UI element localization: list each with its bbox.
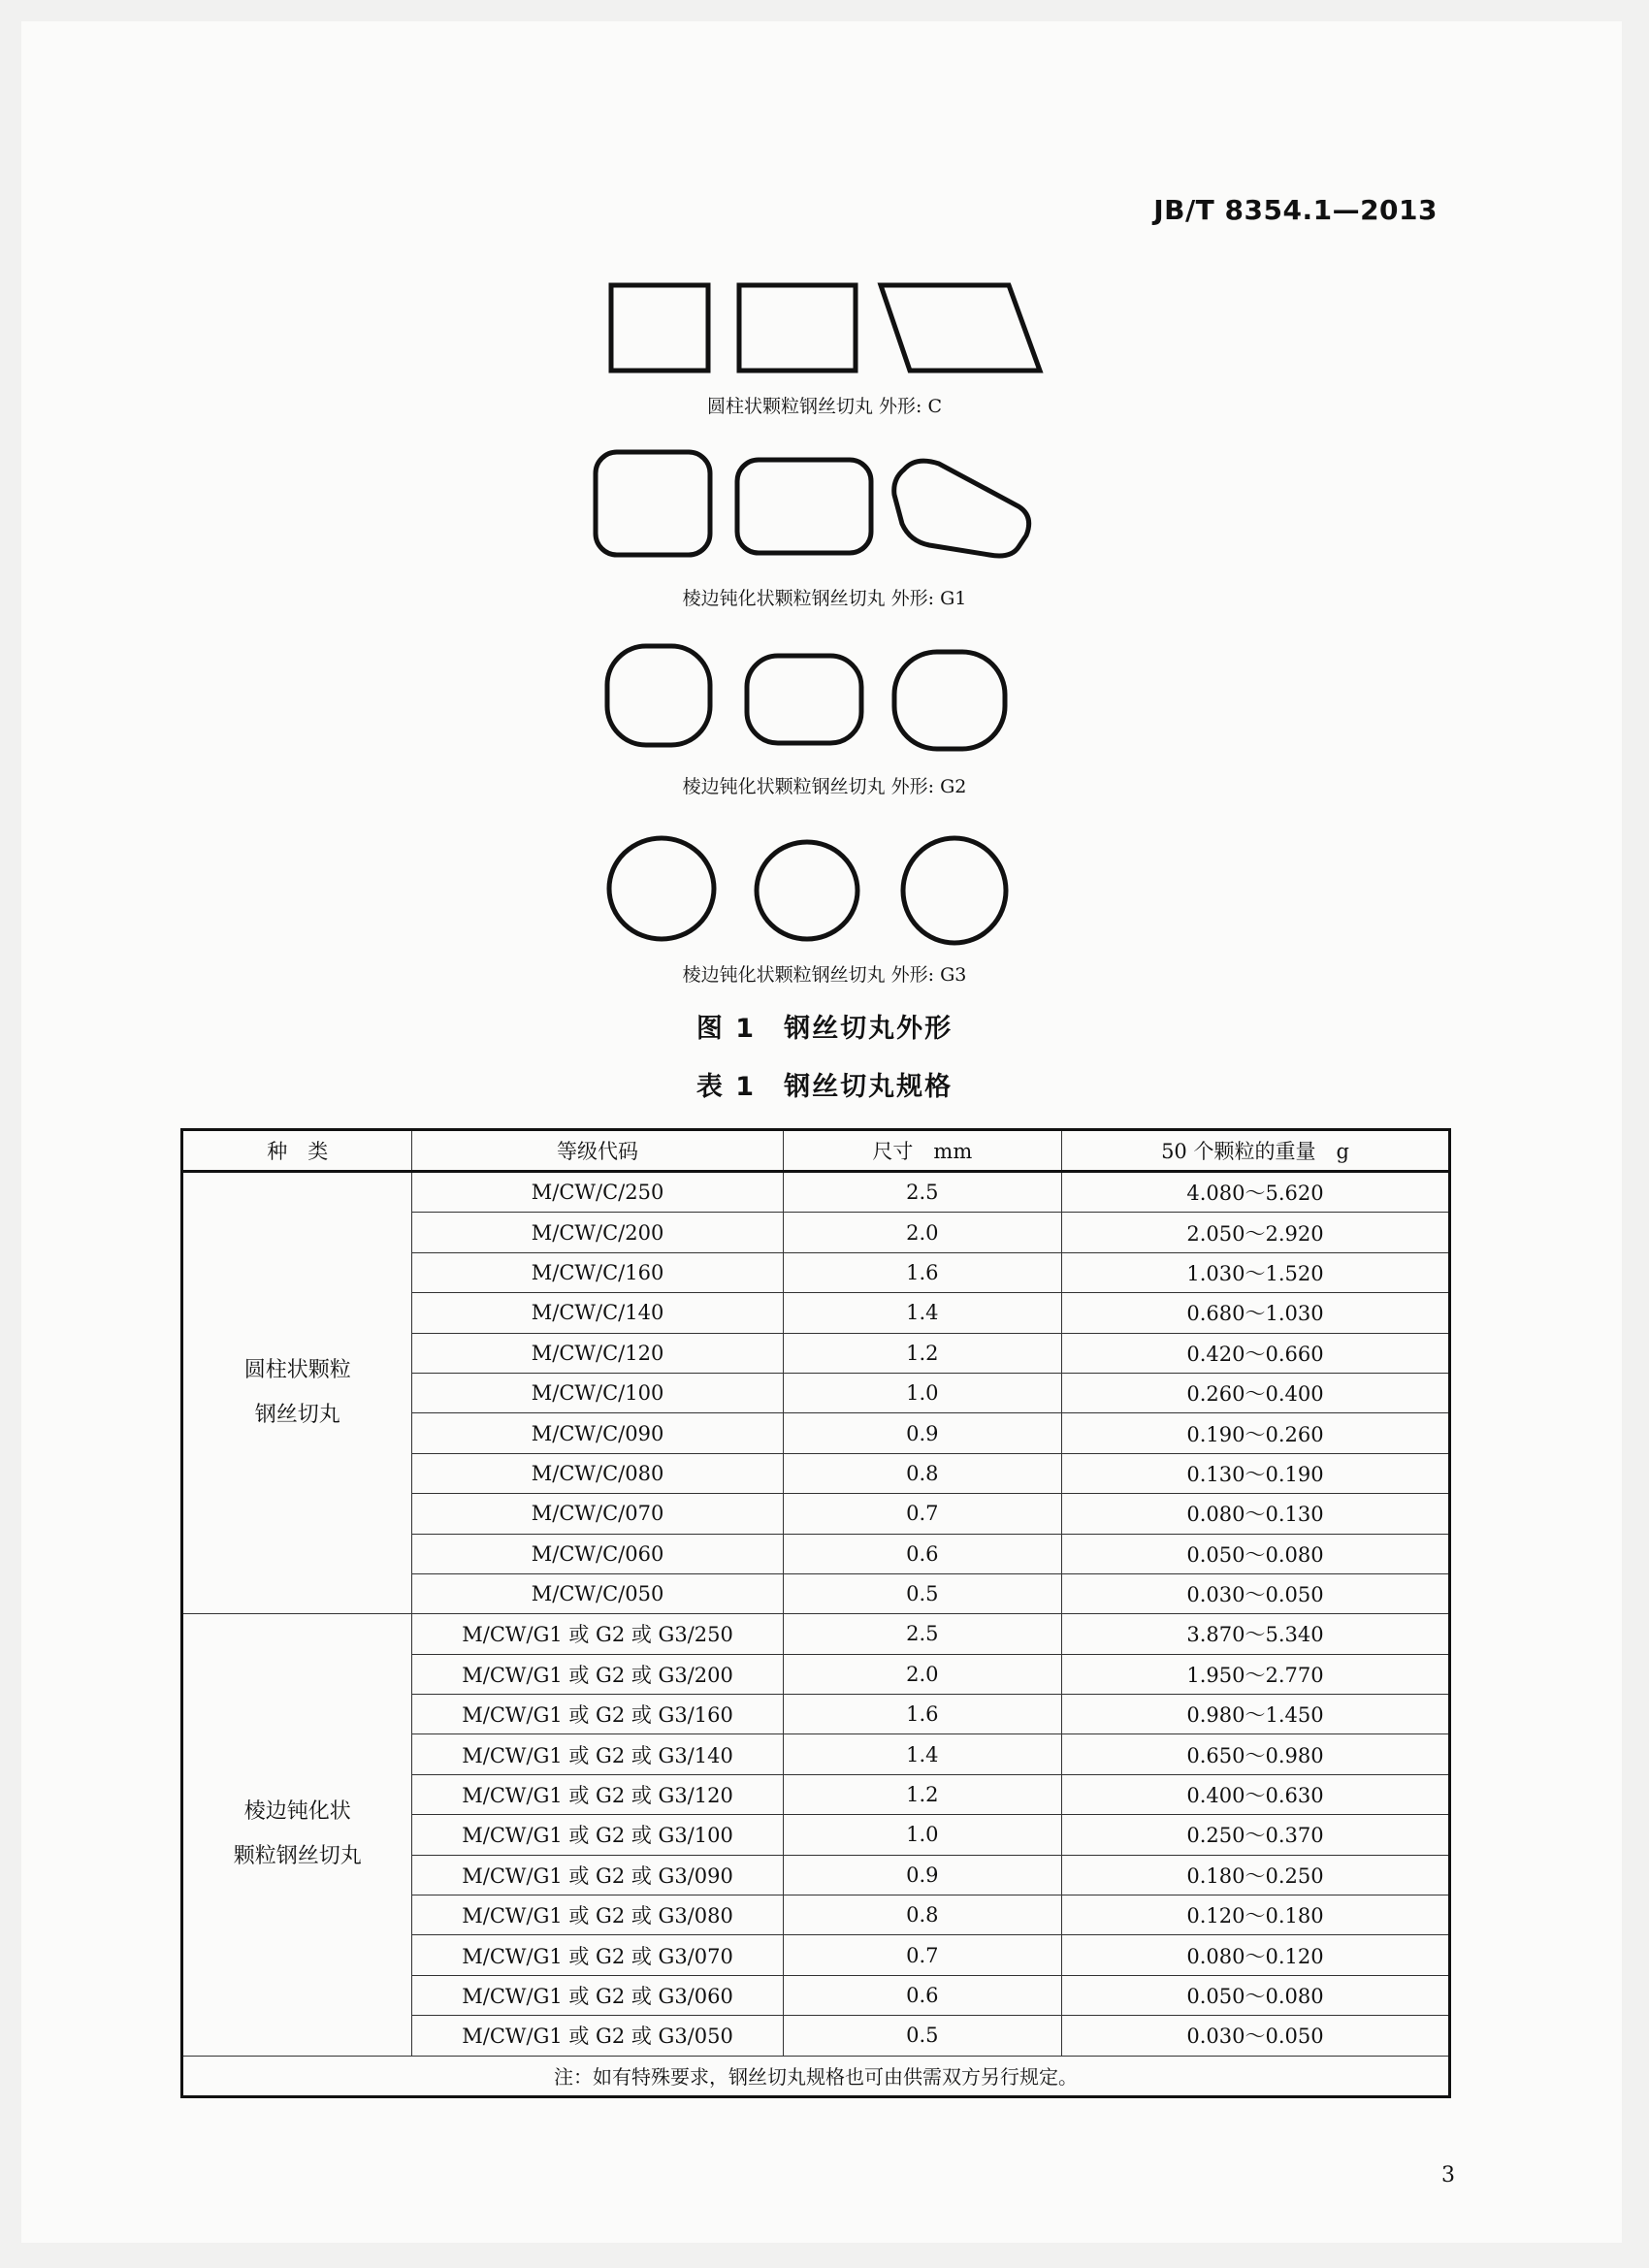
- grade-code-cell: M/CW/C/140: [412, 1293, 783, 1333]
- grade-code-cell: M/CW/G1 或 G2 或 G3/140: [412, 1734, 783, 1774]
- weight-cell: 3.870～5.340: [1061, 1614, 1449, 1654]
- table-body: [182, 1172, 1450, 2057]
- header-category: 种 类: [182, 1130, 412, 1172]
- weight-cell: 0.050～0.080: [1061, 1534, 1449, 1573]
- size-cell: 2.0: [783, 1213, 1061, 1252]
- size-cell: 0.7: [783, 1935, 1061, 1975]
- weight-cell: 0.120～0.180: [1061, 1895, 1449, 1935]
- weight-cell: 0.190～0.260: [1061, 1413, 1449, 1453]
- page-number: 3: [1441, 2163, 1455, 2187]
- size-cell: 1.6: [783, 1252, 1061, 1292]
- weight-cell: 4.080～5.620: [1061, 1172, 1449, 1213]
- grade-code-cell: M/CW/C/090: [412, 1413, 783, 1453]
- grade-code-cell: M/CW/C/050: [412, 1573, 783, 1613]
- shape-caption-g2: 棱边钝化状颗粒钢丝切丸 外形: G2: [682, 776, 967, 797]
- grade-code-cell: M/CW/C/200: [412, 1213, 783, 1252]
- spec-table: [180, 1128, 1451, 2098]
- size-cell: 1.4: [783, 1293, 1061, 1333]
- weight-cell: 0.080～0.130: [1061, 1494, 1449, 1534]
- grade-code-cell: M/CW/G1 或 G2 或 G3/120: [412, 1774, 783, 1814]
- size-cell: 2.5: [783, 1172, 1061, 1213]
- weight-cell: 0.180～0.250: [1061, 1855, 1449, 1895]
- weight-cell: 0.030～0.050: [1061, 1573, 1449, 1613]
- table-note-row: [182, 2056, 1450, 2096]
- grade-code-cell: M/CW/G1 或 G2 或 G3/060: [412, 1975, 783, 2015]
- figure-title: 图 1 钢丝切丸外形: [695, 1014, 954, 1044]
- grade-code-cell: M/CW/C/120: [412, 1333, 783, 1373]
- table-header-row: [182, 1130, 1450, 1172]
- weight-cell: 0.980～1.450: [1061, 1695, 1449, 1734]
- shape-caption-c: 圆柱状颗粒钢丝切丸 外形: C: [706, 396, 943, 417]
- category-cell: [182, 1172, 412, 1614]
- grade-code-cell: M/CW/C/100: [412, 1373, 783, 1412]
- size-cell: 0.6: [783, 1975, 1061, 2015]
- weight-cell: 0.030～0.050: [1061, 2016, 1449, 2056]
- near-spherical-shapes-icon: [0, 0, 1649, 970]
- category-line-1: 圆柱状颗粒: [243, 1358, 351, 1383]
- grade-code-cell: M/CW/C/070: [412, 1494, 783, 1534]
- size-cell: 0.8: [783, 1895, 1061, 1935]
- size-cell: 0.6: [783, 1534, 1061, 1573]
- grade-code-cell: M/CW/G1 或 G2 或 G3/090: [412, 1855, 783, 1895]
- grade-code-cell: M/CW/G1 或 G2 或 G3/080: [412, 1895, 783, 1935]
- grade-code-cell: M/CW/C/160: [412, 1252, 783, 1292]
- grade-code-cell: M/CW/G1 或 G2 或 G3/200: [412, 1654, 783, 1694]
- standard-number: JB/T 8354.1—2013: [1153, 194, 1438, 226]
- weight-cell: 1.950～2.770: [1061, 1654, 1449, 1694]
- weight-cell: 0.260～0.400: [1061, 1373, 1449, 1412]
- shape-caption-g3: 棱边钝化状颗粒钢丝切丸 外形: G3: [682, 964, 967, 986]
- shape-caption-g1: 棱边钝化状颗粒钢丝切丸 外形: G1: [682, 588, 967, 609]
- category-line-2: 钢丝切丸: [254, 1403, 340, 1428]
- size-cell: 1.0: [783, 1815, 1061, 1855]
- size-cell: 1.2: [783, 1333, 1061, 1373]
- grade-code-cell: M/CW/C/060: [412, 1534, 783, 1573]
- size-cell: 0.8: [783, 1453, 1061, 1493]
- size-cell: 0.9: [783, 1413, 1061, 1453]
- weight-cell: 0.050～0.080: [1061, 1975, 1449, 2015]
- size-cell: 1.0: [783, 1373, 1061, 1412]
- table-row: [182, 1172, 1450, 1213]
- table-note: 注：如有特殊要求，钢丝切丸规格也可由供需双方另行规定。: [182, 2056, 1450, 2096]
- weight-cell: 0.420～0.660: [1061, 1333, 1449, 1373]
- category-line-1: 棱边钝化状: [243, 1799, 351, 1825]
- grade-code-cell: M/CW/C/080: [412, 1453, 783, 1493]
- size-cell: 2.0: [783, 1654, 1061, 1694]
- weight-cell: 0.650～0.980: [1061, 1734, 1449, 1774]
- size-cell: 2.5: [783, 1614, 1061, 1654]
- size-cell: 1.2: [783, 1774, 1061, 1814]
- weight-cell: 0.080～0.120: [1061, 1935, 1449, 1975]
- header-grade-code: 等级代码: [412, 1130, 783, 1172]
- header-size: 尺寸 mm: [783, 1130, 1061, 1172]
- table-row: [182, 1614, 1450, 1654]
- category-cell: [182, 1614, 412, 2056]
- grade-code-cell: M/CW/G1 或 G2 或 G3/100: [412, 1815, 783, 1855]
- weight-cell: 1.030～1.520: [1061, 1252, 1449, 1292]
- weight-cell: 0.250～0.370: [1061, 1815, 1449, 1855]
- grade-code-cell: M/CW/C/250: [412, 1172, 783, 1213]
- weight-cell: 0.680～1.030: [1061, 1293, 1449, 1333]
- header-weight: 50 个颗粒的重量 g: [1061, 1130, 1449, 1172]
- grade-code-cell: M/CW/G1 或 G2 或 G3/160: [412, 1695, 783, 1734]
- table-title: 表 1 钢丝切丸规格: [695, 1072, 954, 1102]
- grade-code-cell: M/CW/G1 或 G2 或 G3/250: [412, 1614, 783, 1654]
- weight-cell: 0.400～0.630: [1061, 1774, 1449, 1814]
- size-cell: 0.7: [783, 1494, 1061, 1534]
- size-cell: 0.5: [783, 1573, 1061, 1613]
- grade-code-cell: M/CW/G1 或 G2 或 G3/050: [412, 2016, 783, 2056]
- size-cell: 1.4: [783, 1734, 1061, 1774]
- size-cell: 1.6: [783, 1695, 1061, 1734]
- size-cell: 0.9: [783, 1855, 1061, 1895]
- weight-cell: 2.050～2.920: [1061, 1213, 1449, 1252]
- size-cell: 0.5: [783, 2016, 1061, 2056]
- category-line-2: 颗粒钢丝切丸: [233, 1844, 362, 1869]
- weight-cell: 0.130～0.190: [1061, 1453, 1449, 1493]
- grade-code-cell: M/CW/G1 或 G2 或 G3/070: [412, 1935, 783, 1975]
